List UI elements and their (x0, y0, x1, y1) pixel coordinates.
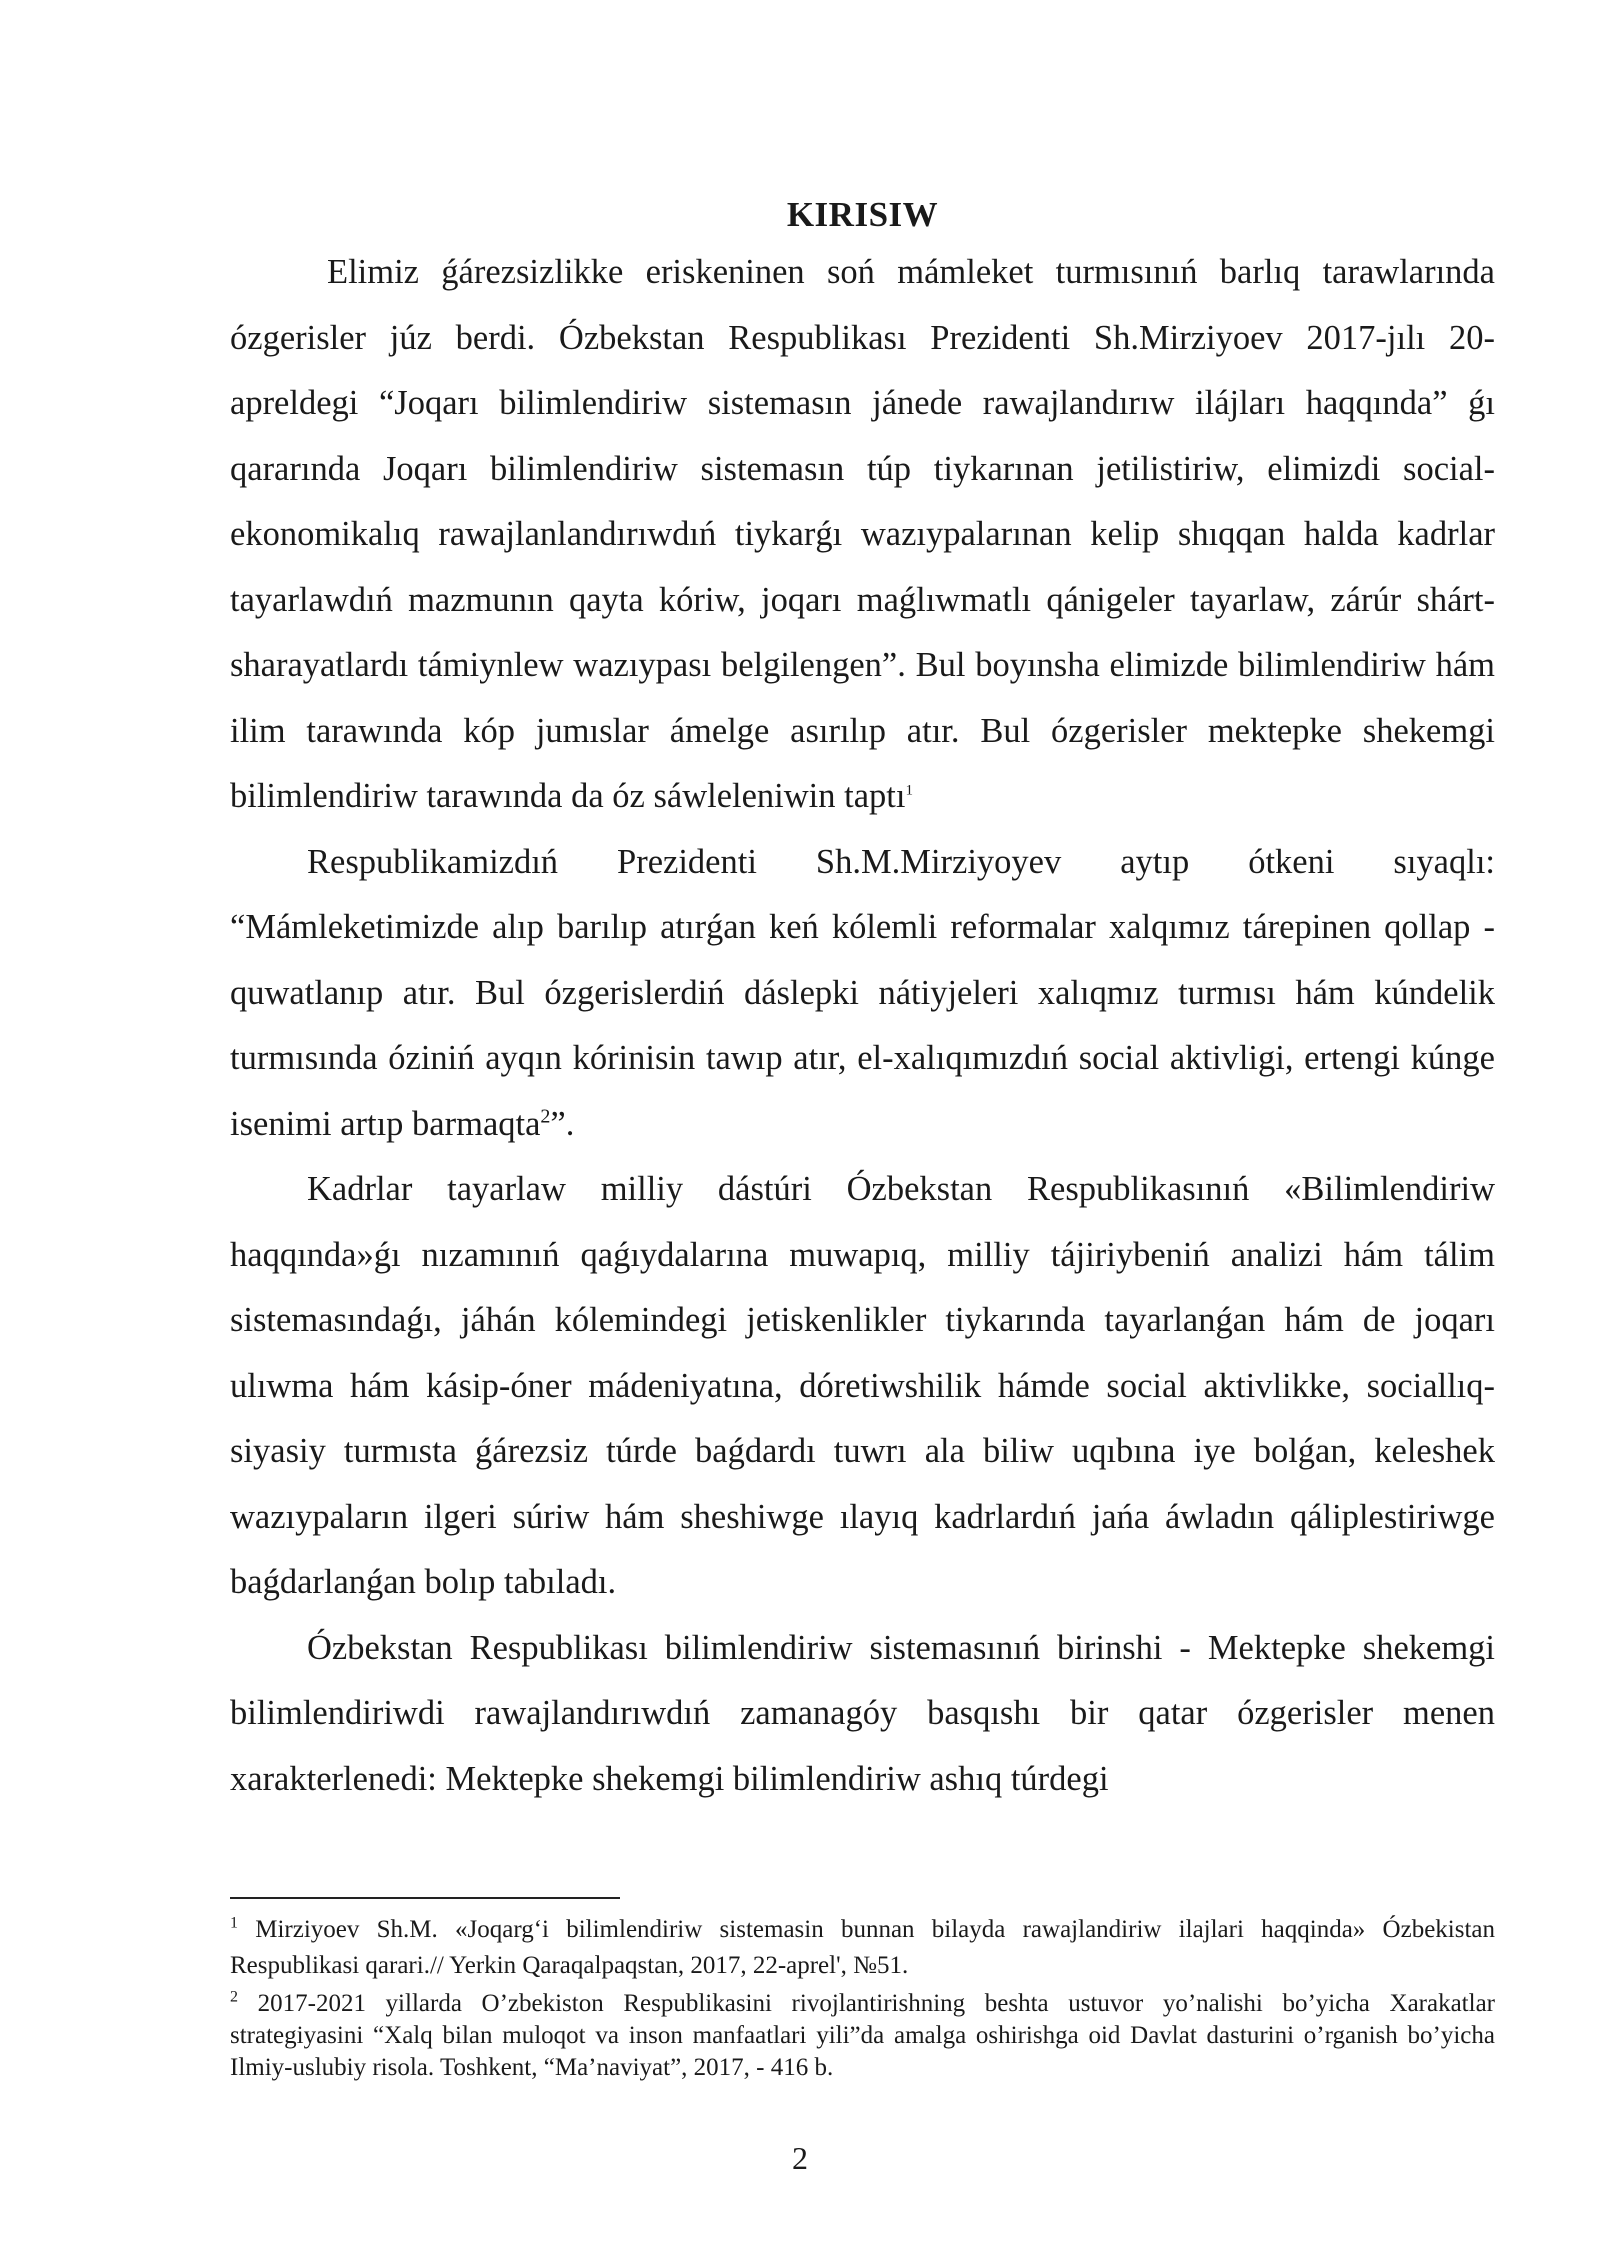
paragraph-2-text: Respublikamizdıń Prezidenti Sh.M.Mirziyoyev aytıp ótkeni sıyaqlı: “Mámleketimizde alıp barılıp atırǵan keń kólemli reformalar xalqımız tárepinen qollap - quwatlanıp atır. Bul ózgerislerdiń dáslepki nátiyjeleri xalıqmız turmısı hám kúndelik turmısında óziniń ayqın kórinisin tawıp atır, el-xalıqımızdıń social aktivligi, ertengi kúnge isenimi artıp barmaqta (230, 842, 1495, 1143)
paragraph-1-text: Elimiz ǵárezsizlikke eriskeninen soń mámleket turmısınıń barlıq tarawlarında ózgerisler júz berdi. Ózbekstan Respublikası Prezidenti Sh.Mirziyoev 2017-jılı 20-apreldegi “Joqarı bilimlendiriw sistemasın jánede rawajlandırıw ilájları haqqında” ǵı qararında Joqarı bilimlendiriw sistemasın túp tiykarınan jetilistiriw, elimizdi social-ekonomikalıq rawajlanlandırıwdıń tiykarǵı wazıypalarınan kelip shıqqan halda kadrlar tayarlawdıń mazmunın qayta kóriw, joqarı maǵlıwmatlı qánigeler tayarlaw, zárúr shárt-sharayatlardı támiynlew wazıypası belgilengen”. Bul boyınsha elimizde bilimlendiriw hám ilim tarawında kóp jumıslar ámelge asırılıp atır. Bul ózgerisler mektepke shekemgi bilimlendiriw tarawında da óz sáwleleniwin taptı (230, 253, 1495, 815)
footnote-2-text: 2017-2021 yillarda O’zbekiston Respublikasini rivojlantirishning beshta ustuvor yo’nalishi bo’yicha Xarakatlar strategiyasini “Xalq bilan muloqot va inson manfaatlari yili”da amalga oshirishga oid Davlat dasturini o’rganish bo’yicha Ilmiy-uslubiy risola. Toshkent, “Ma’naviyat”, 2017, - 416 b. (230, 1990, 1495, 2081)
footnote-ref-1[interactable]: 1 (905, 782, 913, 799)
footnote-2 (230, 1988, 1495, 2084)
paragraph-1 (230, 240, 1495, 830)
footnote-separator (230, 1897, 620, 1899)
footnote-1 (230, 1912, 1495, 1984)
paragraph-2 (230, 830, 1495, 1158)
footnote-1-mark: 1 (230, 1914, 238, 1932)
footnotes (230, 1912, 1495, 2084)
paragraph-2-tail: ”. (550, 1104, 575, 1143)
page-number: 2 (792, 2140, 808, 2176)
paragraph-3: Kadrlar tayarlaw milliy dástúri Ózbekstan Respublikasınıń «Bilimlendiriw haqqında»ǵı nızamınıń qaǵıydalarına muwapıq, milliy tájiriybeniń analizi hám tálim sistemasındaǵı, jáhán kólemindegi jetiskenlikler tiykarında tayarlanǵan hám de joqarı ulıwma hám kásip-óner mádeniyatına, dóretiwshilik hámde social aktivlikke, sociallıq-siyasiy turmısta ǵárezsiz túrde baǵdardı tuwrı ala biliw uqıbına iye bolǵan, keleshek wazıypaların ilgeri súriw hám sheshiwge ılayıq kadrlardıń jańa áwladın qáliplestiriwge baǵdarlanǵan bolıp tabıladı. (230, 1170, 1495, 1601)
footnote-1-text: Mirziyoev Sh.M. «Joqarg‘i bilimlendiriw sistemasin bunnan bilayda rawajlandiriw ilajlari haqqinda» Ózbekistan Respublikasi qarari.// Yerkin Qaraqalpaqstan, 2017, 22-aprel', №51. (230, 1916, 1496, 1979)
footnote-2-mark: 2 (230, 1988, 238, 2006)
page-title: KIRISIW (786, 195, 939, 234)
page-body (230, 190, 1495, 1812)
footnote-ref-2[interactable]: 2 (540, 1105, 551, 1127)
paragraph-4: Ózbekstan Respublikası bilimlendiriw sistemasınıń birinshi - Mektepke shekemgi bilimlendiriwdi rawajlandırıwdıń zamanagóy basqıshı bir qatar ózgerisler menen xarakterlenedi: Mektepke shekemgi bilimlendiriw ashıq túrdegi (230, 1628, 1495, 1798)
